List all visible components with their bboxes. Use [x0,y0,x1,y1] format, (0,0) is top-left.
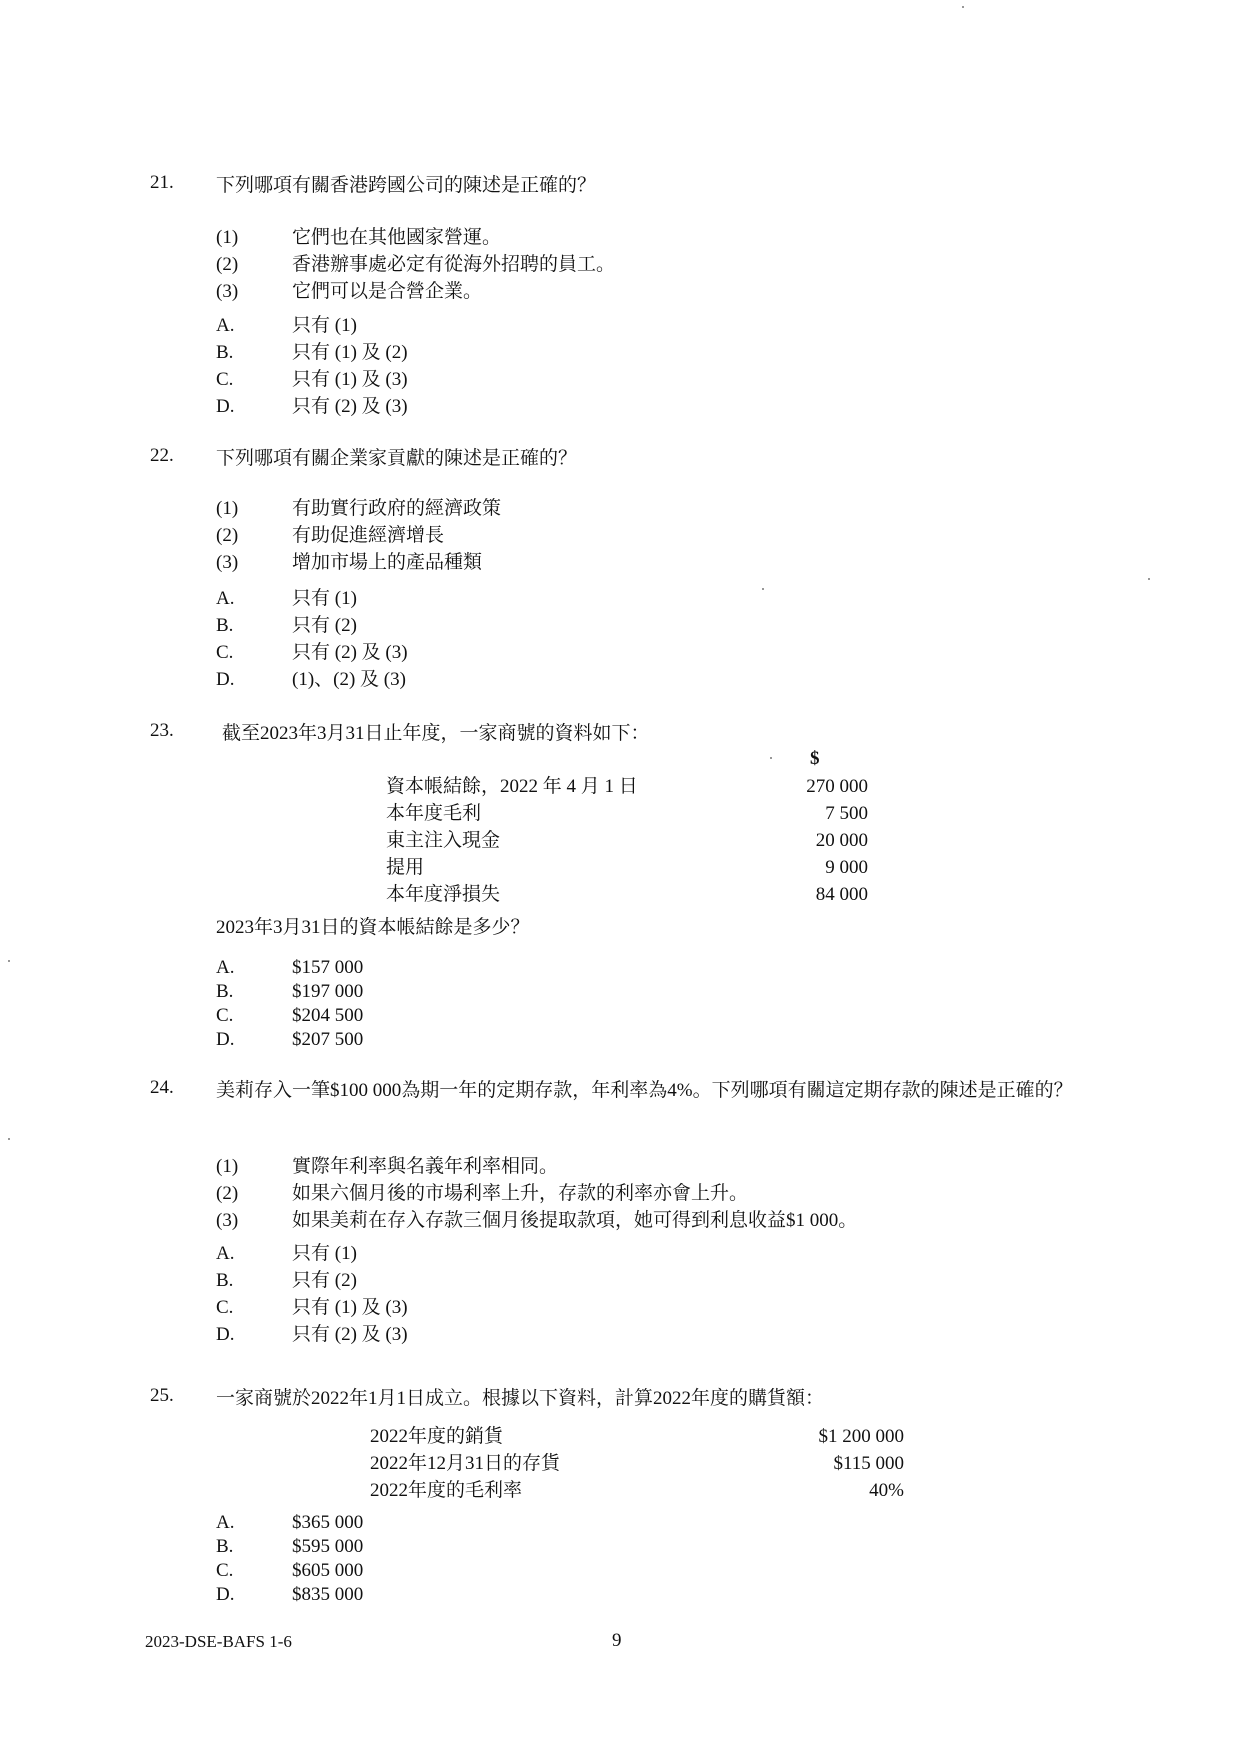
statement-3: (3) 如果美莉在存入存款三個月後提取款項，她可得到利息收益$1 000。 [216,1210,858,1231]
option-list [216,1240,408,1348]
financial-items [386,773,868,908]
statement-2: (2) 香港辦事處必定有從海外招聘的員工。 [216,254,616,275]
statement-3: (3) 它們可以是合營企業。 [216,281,483,302]
financial-row: 東主注入現金 20 000 [386,830,868,851]
financial-row: 本年度毛利 7 500 [386,803,868,824]
sub-question-text: 2023年3月31日的資本帳結餘是多少？ [216,917,530,938]
option-d: D. 只有 (2) 及 (3) [216,1324,408,1345]
statement-2: (2) 有助促進經濟增長 [216,525,445,546]
option-d: D. $835 000 [216,1584,364,1605]
statement-list [216,1153,857,1234]
question-text: 截至2023年3月31日止年度，一家商號的資料如下： [222,723,650,744]
statement-1: (1) 實際年利率與名義年利率相同。 [216,1156,559,1177]
option-d: D. (1)、(2) 及 (3) [216,669,406,690]
option-c: C. 只有 (1) 及 (3) [216,1297,408,1318]
question-number: 23. [150,720,174,741]
financial-row: 2022年度的銷貨 $1 200 000 [370,1426,904,1447]
statement-list [216,495,501,576]
statement-list [216,224,615,305]
option-list [216,956,363,1052]
option-c: C. 只有 (1) 及 (3) [216,369,408,390]
financial-row: 2022年12月31日的存貨 $115 000 [370,1453,904,1474]
scan-speck [1148,578,1150,580]
option-a: A. 只有 (1) [216,588,357,609]
option-b: B. $595 000 [216,1536,364,1557]
option-c: C. $204 500 [216,1005,364,1026]
option-list [216,1511,363,1607]
question-number: 25. [150,1385,174,1406]
option-b: B. 只有 (2) [216,615,357,636]
option-a: A. 只有 (1) [216,315,357,336]
statement-1: (1) 它們也在其他國家營運。 [216,227,502,248]
scan-speck [762,588,764,590]
option-a: A. 只有 (1) [216,1243,357,1264]
option-a: A. $365 000 [216,1512,364,1533]
question-text: 下列哪項有關企業家貢獻的陳述是正確的？ [216,448,578,469]
statement-3: (3) 增加市場上的產品種類 [216,552,483,573]
financial-row: 資本帳結餘，2022 年 4 月 1 日 270 000 [386,776,868,797]
question-text: 一家商號於2022年1月1日成立。根據以下資料，計算2022年度的購貨額： [216,1388,825,1409]
scan-speck [962,6,964,8]
currency-header: $ [810,748,820,769]
option-c: C. 只有 (2) 及 (3) [216,642,408,663]
financial-row: 提用 9 000 [386,857,868,878]
financial-row: 2022年度的毛利率 40% [370,1480,904,1501]
option-b: B. 只有 (1) 及 (2) [216,342,408,363]
option-b: B. $197 000 [216,981,364,1002]
question-text: 下列哪項有關香港跨國公司的陳述是正確的？ [216,175,597,196]
option-c: C. $605 000 [216,1560,364,1581]
statement-2: (2) 如果六個月後的市場利率上升，存款的利率亦會上升。 [216,1183,749,1204]
page-number: 9 [612,1630,622,1651]
scan-speck [770,757,772,759]
option-d: D. 只有 (2) 及 (3) [216,396,408,417]
scan-speck [8,960,10,962]
option-a: A. $157 000 [216,957,364,978]
financial-items [370,1423,904,1504]
option-b: B. 只有 (2) [216,1270,357,1291]
question-number: 24. [150,1077,174,1098]
question-text: 美莉存入一筆$100 000為期一年的定期存款，年利率為4%。下列哪項有關這定期存款的陳述是正確的？ [216,1080,1073,1101]
question-number: 21. [150,172,174,193]
financial-row: 本年度淨損失 84 000 [386,884,868,905]
question-number: 22. [150,445,174,466]
paper-code: 2023-DSE-BAFS 1-6 [145,1632,292,1651]
scan-speck [8,1138,10,1140]
statement-1: (1) 有助實行政府的經濟政策 [216,498,502,519]
option-list [216,585,408,693]
option-list [216,312,408,420]
option-d: D. $207 500 [216,1029,364,1050]
